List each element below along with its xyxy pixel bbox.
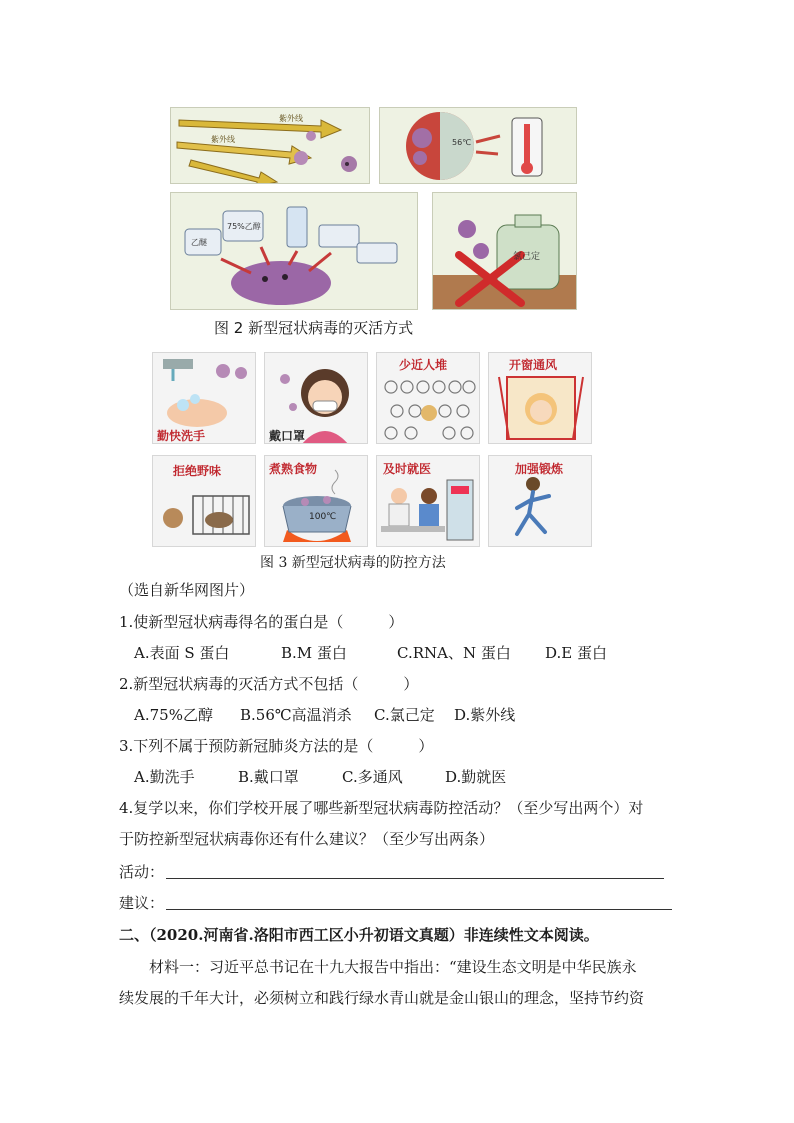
tile-ventilate	[488, 352, 592, 444]
option-d: D.紫外线	[454, 706, 516, 724]
tile-label: 及时就医	[383, 462, 432, 476]
tile-wear-mask	[264, 352, 368, 444]
activity-label: 活动：	[119, 863, 165, 881]
heat-illustration	[380, 108, 577, 184]
option-c: C.多通风	[342, 768, 403, 786]
figure-2-caption: 图 2 新型冠状病毒的灭活方式	[214, 319, 414, 337]
question-stem: 1.使新型冠状病毒得名的蛋白是（ ）	[119, 613, 404, 631]
tile-see-doctor	[376, 455, 480, 547]
material-1-line-2: 续发展的千年大计，必须树立和践行绿水青山就是金山银山的理念，坚持节约资	[119, 989, 645, 1007]
uv-panel	[170, 107, 370, 184]
option-d: D.勤就医	[445, 768, 507, 786]
option-b: B.M 蛋白	[281, 644, 347, 662]
option-a: A.勤洗手	[134, 768, 195, 786]
activity-answer-line[interactable]	[166, 878, 664, 879]
option-b: B.戴口罩	[238, 768, 299, 786]
temperature-label: 56℃	[452, 138, 472, 147]
suggestion-label: 建议：	[119, 894, 165, 912]
tile-label: 戴口罩	[269, 429, 306, 443]
uv-label-2: 紫外线	[211, 135, 235, 144]
tile-label: 煮熟食物	[269, 462, 318, 476]
chemical-illustration	[171, 193, 418, 310]
tile-refuse-game	[152, 455, 256, 547]
tile-avoid-crowds	[376, 352, 480, 444]
tile-label: 开窗通风	[509, 358, 558, 372]
question-stem-line-1: 4.复学以来，你们学校开展了哪些新型冠状病毒防控活动？（至少写出两个）对	[119, 799, 644, 817]
source-note: （选自新华网图片）	[119, 581, 255, 599]
pot-temperature: 100℃	[309, 512, 337, 522]
tile-label: 拒绝野味	[173, 464, 222, 478]
heat-panel	[379, 107, 577, 184]
question-stem: 3.下列不属于预防新冠肺炎方法的是（ ）	[119, 737, 434, 755]
section-2-heading: 二、（2020.河南省.洛阳市西工区小升初语文真题）非连续性文本阅读。	[119, 926, 599, 944]
option-a: A.表面 S 蛋白	[134, 644, 230, 662]
suggestion-answer-line[interactable]	[166, 909, 672, 910]
tile-label: 勤快洗手	[157, 429, 206, 443]
question-stem-line-2: 于防控新型冠状病毒你还有什么建议？（至少写出两条）	[119, 830, 495, 848]
option-c: C.氯己定	[374, 706, 435, 724]
chlorhexidine-illustration	[433, 193, 577, 310]
option-c: C.RNA、N 蛋白	[397, 644, 511, 662]
ether-label: 乙醚	[191, 238, 207, 247]
tile-wash-hands	[152, 352, 256, 444]
tile-label: 少近人堆	[399, 358, 448, 372]
chlorhexidine-label: 氯己定	[513, 252, 541, 262]
chemical-panel	[170, 192, 418, 310]
question-stem: 2.新型冠状病毒的灭活方式不包括（ ）	[119, 675, 419, 693]
option-a: A.75%乙醇	[134, 706, 213, 724]
uv-label-1: 紫外线	[279, 114, 303, 123]
chlorhexidine-panel	[432, 192, 577, 310]
uv-illustration	[171, 108, 370, 184]
option-b: B.56℃高温消杀	[240, 706, 352, 724]
ethanol-label: 75%乙醇	[227, 222, 261, 231]
tile-exercise	[488, 455, 592, 547]
tile-label: 加强锻炼	[515, 462, 564, 476]
figure-3-caption: 图 3 新型冠状病毒的防控方法	[260, 555, 446, 571]
tile-cook-food	[264, 455, 368, 547]
option-d: D.E 蛋白	[545, 644, 607, 662]
material-1-line-1: 材料一：习近平总书记在十九大报告中指出：“建设生态文明是中华民族永	[149, 958, 637, 976]
